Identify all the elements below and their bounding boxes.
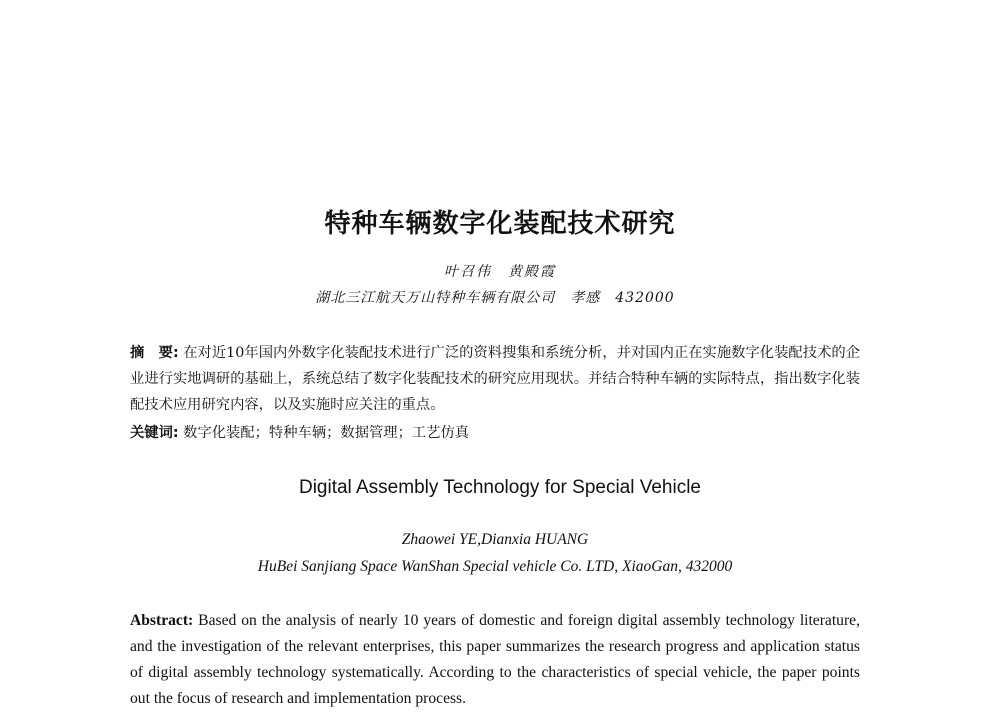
affiliation-cn: 湖北三江航天万山特种车辆有限公司 孝感 432000	[315, 290, 675, 306]
abstract-cn-label: 摘 要:	[130, 345, 179, 361]
keywords-cn-text: 数字化装配；特种车辆；数据管理；工艺仿真	[178, 425, 470, 441]
authors-en: Zhaowei YE,Dianxia HUANG	[401, 531, 589, 548]
authors-cn: 叶召伟 黄殿霞	[444, 264, 556, 280]
affiliation-en: HuBei Sanjiang Space WanShan Special vehicle Co. LTD, XiaoGan, 432000	[257, 558, 733, 575]
paper-title-cn: 特种车辆数字化装配技术研究	[324, 209, 676, 239]
paper-title-en: Digital Assembly Technology for Special Vehicle	[298, 477, 702, 498]
abstract-cn-text: 在对近10年国内外数字化装配技术进行广泛的资料搜集和系统分析，并对国内正在实施数字化装配技术的企业进行实地调研的基础上，系统总结了数字化装配技术的研究应用现状。并结合特种车辆的实际特点，指出数字化装配技术应用研究内容，以及实施时应关注的重点。	[130, 345, 860, 413]
keywords-cn-label: 关键词:	[130, 425, 179, 441]
abstract-cn	[130, 340, 860, 418]
keywords-cn	[130, 420, 860, 446]
abstract-en-text: Based on the analysis of nearly 10 years of domestic and foreign digital assembly technology literature, and the investigation of the relevant enterprises, this paper summarizes the research progress and application status of digital assembly technology systematically. According to the characteristics of special vehicle, the paper points out the focus of research and implementation process.	[130, 612, 860, 707]
abstract-en-label: Abstract:	[130, 612, 194, 629]
abstract-en	[130, 608, 860, 712]
